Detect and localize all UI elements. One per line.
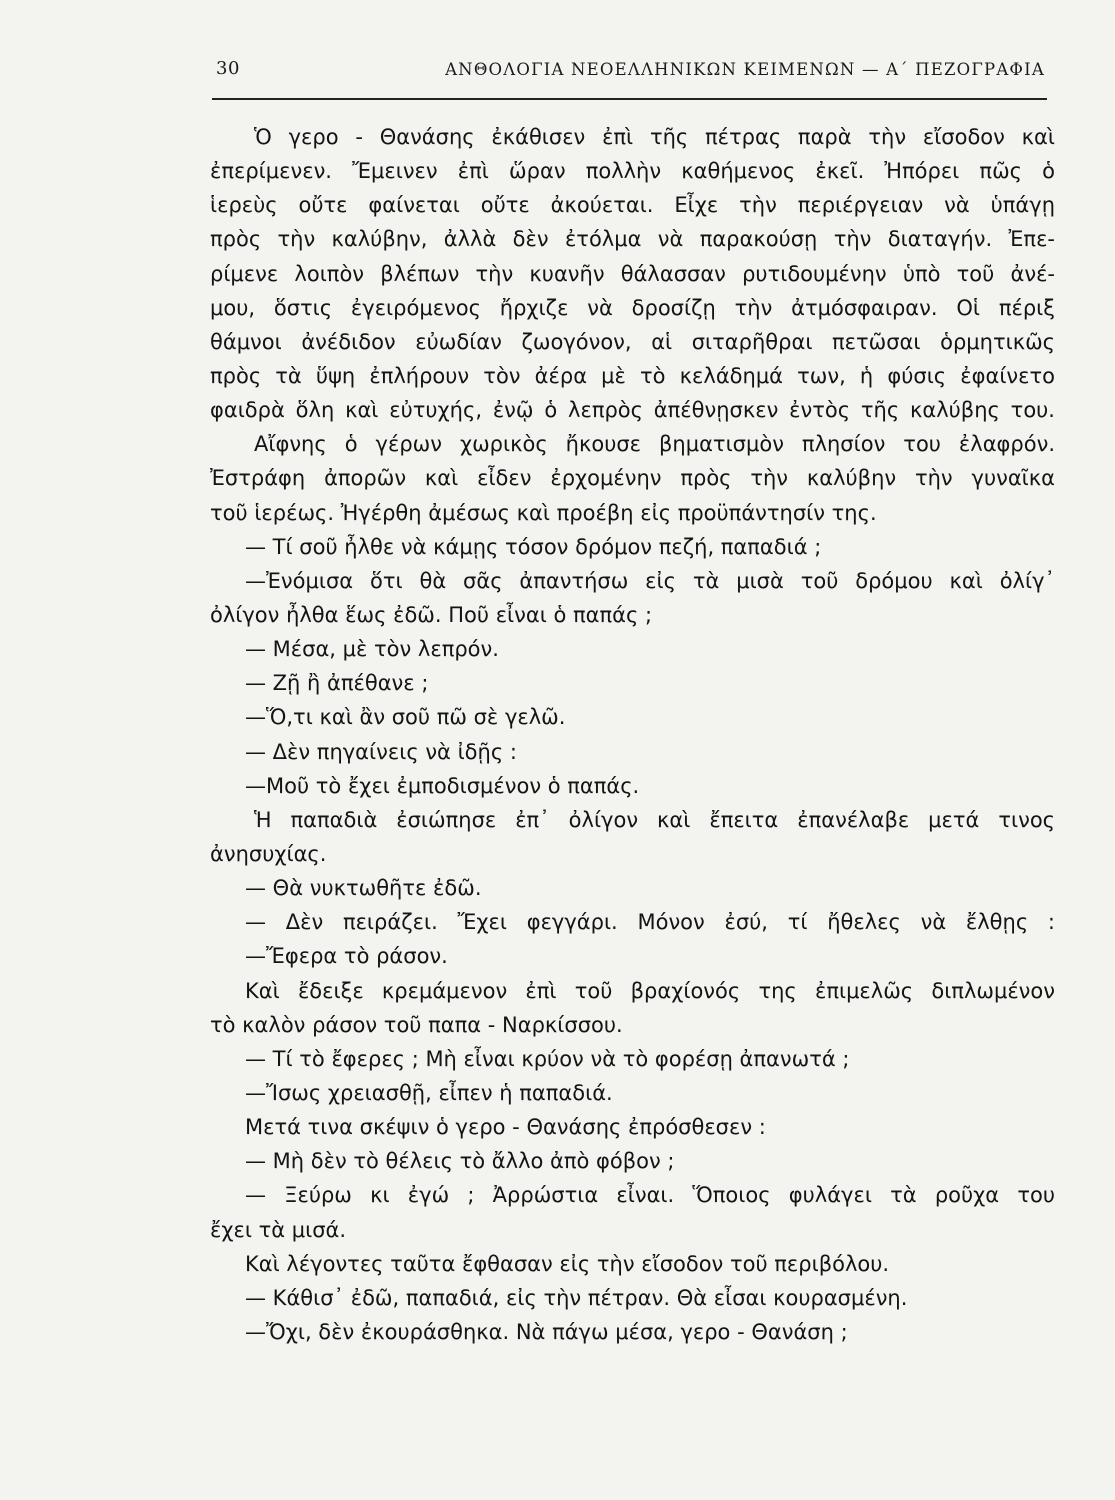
text-line: — Ξεύρω κι ἐγώ ; Ἀρρώστια εἶναι. Ὅποιος φυλάγει τὰ ροῦχα του xyxy=(245,1183,1055,1208)
text-line: — Θὰ νυκτωθῆτε ἐδῶ. xyxy=(245,876,482,901)
running-title: ΑΝΘΟΛΟΓΙΑ ΝΕΟΕΛΛΗΝΙΚΩΝ ΚΕΙΜΕΝΩΝ — Α΄ ΠΕΖΟΓΡΑΦΙΑ xyxy=(445,60,1045,79)
text-line: — Ζῇ ἢ ἀπέθανε ; xyxy=(245,671,429,696)
text-line: — Δὲν πειράζει. Ἔχει φεγγάρι. Μόνον ἐσύ, τί ἤθελες νὰ ἔλθῃς : xyxy=(245,910,1055,935)
text-line: Καὶ λέγοντες ταῦτα ἔφθασαν εἰς τὴν εἴσοδον τοῦ περιβόλου. xyxy=(245,1251,890,1276)
text-line: ἀνησυχίας. xyxy=(210,841,327,866)
text-line: — Κάθισ᾽ ἐδῶ, παπαδιά, εἰς τὴν πέτραν. Θὰ εἶσαι κουρασμένη. xyxy=(245,1285,908,1310)
text-line: — Τί σοῦ ἦλθε νὰ κάμῃς τόσον δρόμον πεζή, παπαδιά ; xyxy=(245,534,822,559)
text-line: —Ἴσως χρειασθῇ, εἶπεν ἡ παπαδιά. xyxy=(245,1080,613,1105)
text-line: θάμνοι ἀνέδιδον εὐωδίαν ζωογόνον, αἱ σιταρῆθραι πετῶσαι ὁρμητικῶς xyxy=(210,329,1055,354)
text-line: — Τί τὸ ἔφερες ; Μὴ εἶναι κρύον νὰ τὸ φορέσῃ ἀπανωτά ; xyxy=(245,1046,850,1071)
text-line: Μετά τινα σκέψιν ὁ γερο - Θανάσης ἐπρόσθεσεν : xyxy=(245,1115,766,1140)
text-line: Ὁ γερο - Θανάσης ἐκάθισεν ἐπὶ τῆς πέτρας παρὰ τὴν εἴσοδον καὶ xyxy=(254,125,1055,149)
text-line: —Μοῦ τὸ ἔχει ἐμποδισμένον ὁ παπάς. xyxy=(245,773,640,798)
text-line: τοῦ ἱερέως. Ἠγέρθη ἀμέσως καὶ προέβη εἰς προϋπάντησίν της. xyxy=(210,500,877,525)
text-line: —Ἔφερα τὸ ράσον. xyxy=(245,944,448,969)
text-line: —Ὄχι, δὲν ἐκουράσθηκα. Νὰ πάγω μέσα, γερο - Θανάση ; xyxy=(245,1319,848,1344)
text-line: — Μὴ δὲν τὸ θέλεις τὸ ἄλλο ἀπὸ φόβον ; xyxy=(245,1149,675,1174)
text-line: ρίμενε λοιπὸν βλέπων τὴν κυανῆν θάλασσαν ρυτιδουμένην ὑπὸ τοῦ ἀνέ- xyxy=(210,261,1055,286)
page-header xyxy=(212,58,1047,100)
text-line: πρὸς τὰ ὕψη ἐπλήρουν τὸν ἀέρα μὲ τὸ κελάδημά των, ἡ φύσις ἐφαίνετο xyxy=(210,363,1055,388)
body-text xyxy=(210,120,1055,1349)
text-line: μου, ὅστις ἐγειρόμενος ἤρχιζε νὰ δροσίζῃ τὴν ἀτμόσφαιραν. Οἱ πέριξ xyxy=(210,295,1055,320)
text-line: ὀλίγον ἦλθα ἕως ἐδῶ. Ποῦ εἶναι ὁ παπάς ; xyxy=(210,602,653,627)
text-line: Ἡ παπαδιὰ ἐσιώπησε ἐπ᾽ ὀλίγον καὶ ἔπειτα ἐπανέλαβε μετά τινος xyxy=(254,807,1055,832)
text-line: ἔχει τὰ μισά. xyxy=(210,1217,347,1242)
text-line: ἐπερίμενεν. Ἔμεινεν ἐπὶ ὥραν πολλὴν καθήμενος ἐκεῖ. Ἠπόρει πῶς ὁ xyxy=(210,159,1055,184)
text-line: Αἴφνης ὁ γέρων χωρικὸς ἤκουσε βηματισμὸν πλησίον του ἐλαφρόν. xyxy=(254,432,1055,457)
text-line: —Ὅ,τι καὶ ἂν σοῦ πῶ σὲ γελῶ. xyxy=(245,705,566,730)
text-line: — Δὲν πηγαίνεις νὰ ἰδῇς : xyxy=(245,739,517,764)
text-line: Καὶ ἔδειξε κρεμάμενον ἐπὶ τοῦ βραχίονός της ἐπιμελῶς διπλωμένον xyxy=(245,978,1055,1003)
page-number: 30 xyxy=(216,58,240,79)
text-line: τὸ καλὸν ράσον τοῦ παπα - Ναρκίσσου. xyxy=(210,1012,623,1037)
text-line: φαιδρὰ ὅλη καὶ εὐτυχής, ἐνῷ ὁ λεπρὸς ἀπέθνῃσκεν ἐντὸς τῆς καλύβης του. xyxy=(210,398,1055,423)
text-line: — Μέσα, μὲ τὸν λεπρόν. xyxy=(245,637,499,662)
text-line: Ἐστράφη ἀπορῶν καὶ εἶδεν ἐρχομένην πρὸς τὴν καλύβην τὴν γυναῖκα xyxy=(210,466,1055,491)
text-line: πρὸς τὴν καλύβην, ἀλλὰ δὲν ἐτόλμα νὰ παρακούσῃ τὴν διαταγήν. Ἐπε- xyxy=(210,227,1055,252)
text-line: —Ἐνόμισα ὅτι θὰ σᾶς ἀπαντήσω εἰς τὰ μισὰ τοῦ δρόμου καὶ ὀλίγ᾽ xyxy=(245,568,1055,593)
text-line: ἱερεὺς οὔτε φαίνεται οὔτε ἀκούεται. Εἶχε τὴν περιέργειαν νὰ ὑπάγῃ xyxy=(210,193,1055,218)
